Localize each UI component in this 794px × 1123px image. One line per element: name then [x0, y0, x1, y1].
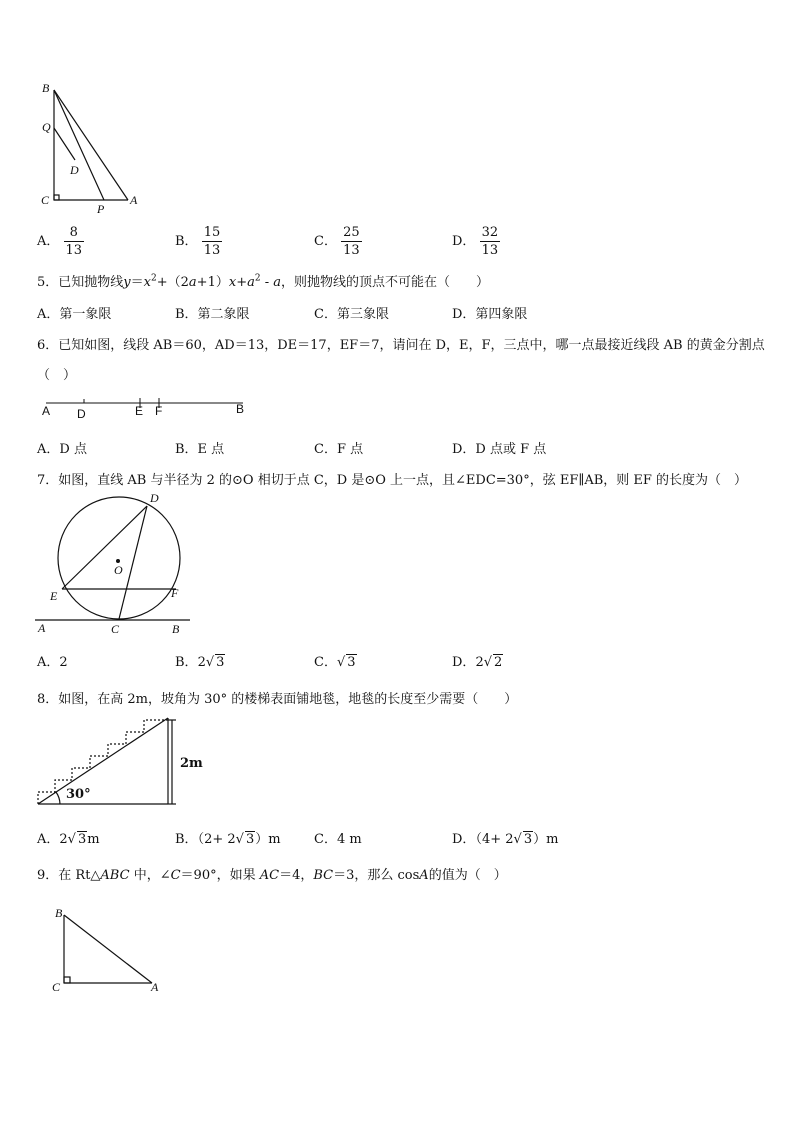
q5-suffix: ，则抛物线的顶点不可能在（ ） [281, 275, 490, 290]
q7-label-d: D [150, 491, 159, 505]
var-a: a [188, 275, 197, 290]
option-letter: C． [314, 234, 337, 249]
numerator: 32 [481, 225, 499, 240]
q7-question: 7．如图，直线 AB 与半径为 2 的⊙O 相切于点 C，D 是⊙O 上一点，且∠EDC=30°，弦 EF∥AB，则 EF 的长度为（ ） [37, 473, 748, 488]
option-unit: m [87, 832, 100, 847]
option-coefficient: （2+ 2 [197, 832, 236, 847]
sqrt-sign: √ [483, 655, 493, 670]
option-letter: C． [314, 655, 337, 670]
formula-part: +1） [196, 275, 229, 290]
formula-part: +（2 [156, 275, 189, 290]
option-unit: ）m [255, 832, 281, 847]
q7-label-o: O [114, 563, 123, 577]
sqrt-sign: √ [67, 832, 76, 847]
formula-part: - [260, 275, 274, 290]
q4-label-c: C [41, 193, 50, 207]
q4-label-d: D [70, 163, 79, 177]
var-ac: AC [259, 868, 280, 883]
q6-label-d: D [77, 407, 86, 421]
option-letter: B． [175, 832, 198, 847]
q6-question: 6．已知如图，线段 AB＝60，AD＝13，DE＝17，EF＝7，请问在 D，E，F，三点中，哪一点最接近线段 AB 的黄金分割点 [37, 338, 765, 353]
option-coefficient: 2 [197, 655, 206, 670]
denominator: 13 [481, 243, 499, 258]
q4-label-q: Q [42, 120, 51, 134]
q9-label-c: C [52, 980, 61, 994]
option-value: 2 [59, 655, 68, 670]
option-unit: ）m [533, 832, 559, 847]
q5-option-d[interactable]: D．第四象限 [452, 307, 528, 322]
q7-label-a: A [38, 621, 46, 635]
radicand: 3 [216, 655, 225, 670]
q7-label-c: C [111, 622, 120, 636]
radicand: 3 [77, 832, 87, 847]
text-part: ＝4， [279, 868, 314, 883]
q4-label-a: A [130, 193, 138, 207]
q9-suffix: 的值为（ ） [428, 868, 507, 883]
var-a: A [419, 868, 429, 883]
text-part: 中，∠ [129, 868, 171, 883]
radicand: 2 [494, 655, 503, 670]
sqrt-sign: √ [235, 832, 244, 847]
q4-label-b: B [42, 81, 50, 95]
equals: ＝ [130, 275, 144, 290]
q6-bracket: （ ） [37, 368, 77, 383]
sqrt-sign: √ [336, 655, 346, 670]
numerator: 8 [64, 224, 85, 242]
q7-label-f: F [171, 586, 179, 600]
var-abc: ABC [100, 868, 130, 883]
q6-label-f: F [155, 404, 163, 418]
var-x: x [228, 275, 237, 290]
option-coefficient: 2 [475, 655, 484, 670]
q8-height-label: 2m [180, 756, 203, 771]
var-bc: BC [313, 868, 334, 883]
q6-label-a: A [42, 404, 51, 418]
option-letter: D． [452, 832, 476, 847]
radicand: 3 [347, 655, 356, 670]
q7-label-e: E [50, 589, 58, 603]
q9-label-b: B [55, 906, 63, 920]
q8-angle-label: 30° [66, 787, 91, 802]
q6-option-a[interactable]: A．D 点 [37, 442, 87, 457]
option-coefficient: 2 [59, 832, 68, 847]
option-letter: B． [175, 655, 198, 670]
q6-option-b[interactable]: B．E 点 [175, 442, 225, 457]
denominator: 13 [65, 243, 83, 258]
q6-option-d[interactable]: D．D 点或 F 点 [452, 442, 547, 457]
q6-option-c[interactable]: C．F 点 [314, 442, 364, 457]
var-y: y [123, 275, 131, 290]
option-letter: D． [452, 655, 476, 670]
numerator: 25 [343, 225, 360, 240]
sqrt-sign: √ [513, 832, 522, 847]
q5-question: 5．已知抛物线$y=x^2+(2a+1)x+a^2 - a$，则抛物线的顶点不可能在（ ） [37, 273, 490, 290]
option-letter: A． [37, 655, 60, 670]
option-letter: D． [452, 234, 476, 249]
var-a: a [273, 275, 282, 290]
radicand: 3 [245, 832, 255, 847]
option-coefficient: （4+ 2 [475, 832, 514, 847]
var-c: C [170, 868, 181, 883]
denominator: 13 [343, 243, 360, 258]
formula-part: + [236, 275, 248, 290]
numerator: 15 [203, 225, 221, 240]
q7-label-b: B [172, 622, 180, 636]
option-letter: A． [37, 832, 60, 847]
q6-label-e: E [135, 404, 144, 418]
q5-option-a[interactable]: A．第一象限 [37, 307, 112, 322]
radicand: 3 [523, 832, 533, 847]
text-part: ＝3，那么 cos [333, 868, 420, 883]
q9-prefix: 9．在 Rt [37, 868, 91, 883]
q5-prefix: 5．已知抛物线 [37, 275, 124, 290]
q5-option-b[interactable]: B．第二象限 [175, 307, 250, 322]
q4-label-p: P [97, 202, 105, 216]
q9-label-a: A [151, 980, 159, 994]
q6-label-b: B [236, 402, 245, 416]
option-letter: C． [314, 832, 337, 847]
option-letter: A． [37, 234, 60, 249]
q5-option-c[interactable]: C．第三象限 [314, 307, 389, 322]
option-letter: B． [175, 234, 198, 249]
text-part: ＝90°，如果 [180, 868, 260, 883]
var-a: a [247, 275, 255, 290]
q8-question: 8．如图，在高 2m，坡角为 30° 的楼梯表面铺地毯，地毯的长度至少需要（ ） [37, 692, 518, 707]
var-x: x [143, 275, 151, 290]
triangle-symbol: △ [90, 868, 101, 883]
denominator: 13 [203, 243, 221, 258]
sqrt-sign: √ [205, 655, 215, 670]
option-value: 4 m [336, 832, 362, 847]
